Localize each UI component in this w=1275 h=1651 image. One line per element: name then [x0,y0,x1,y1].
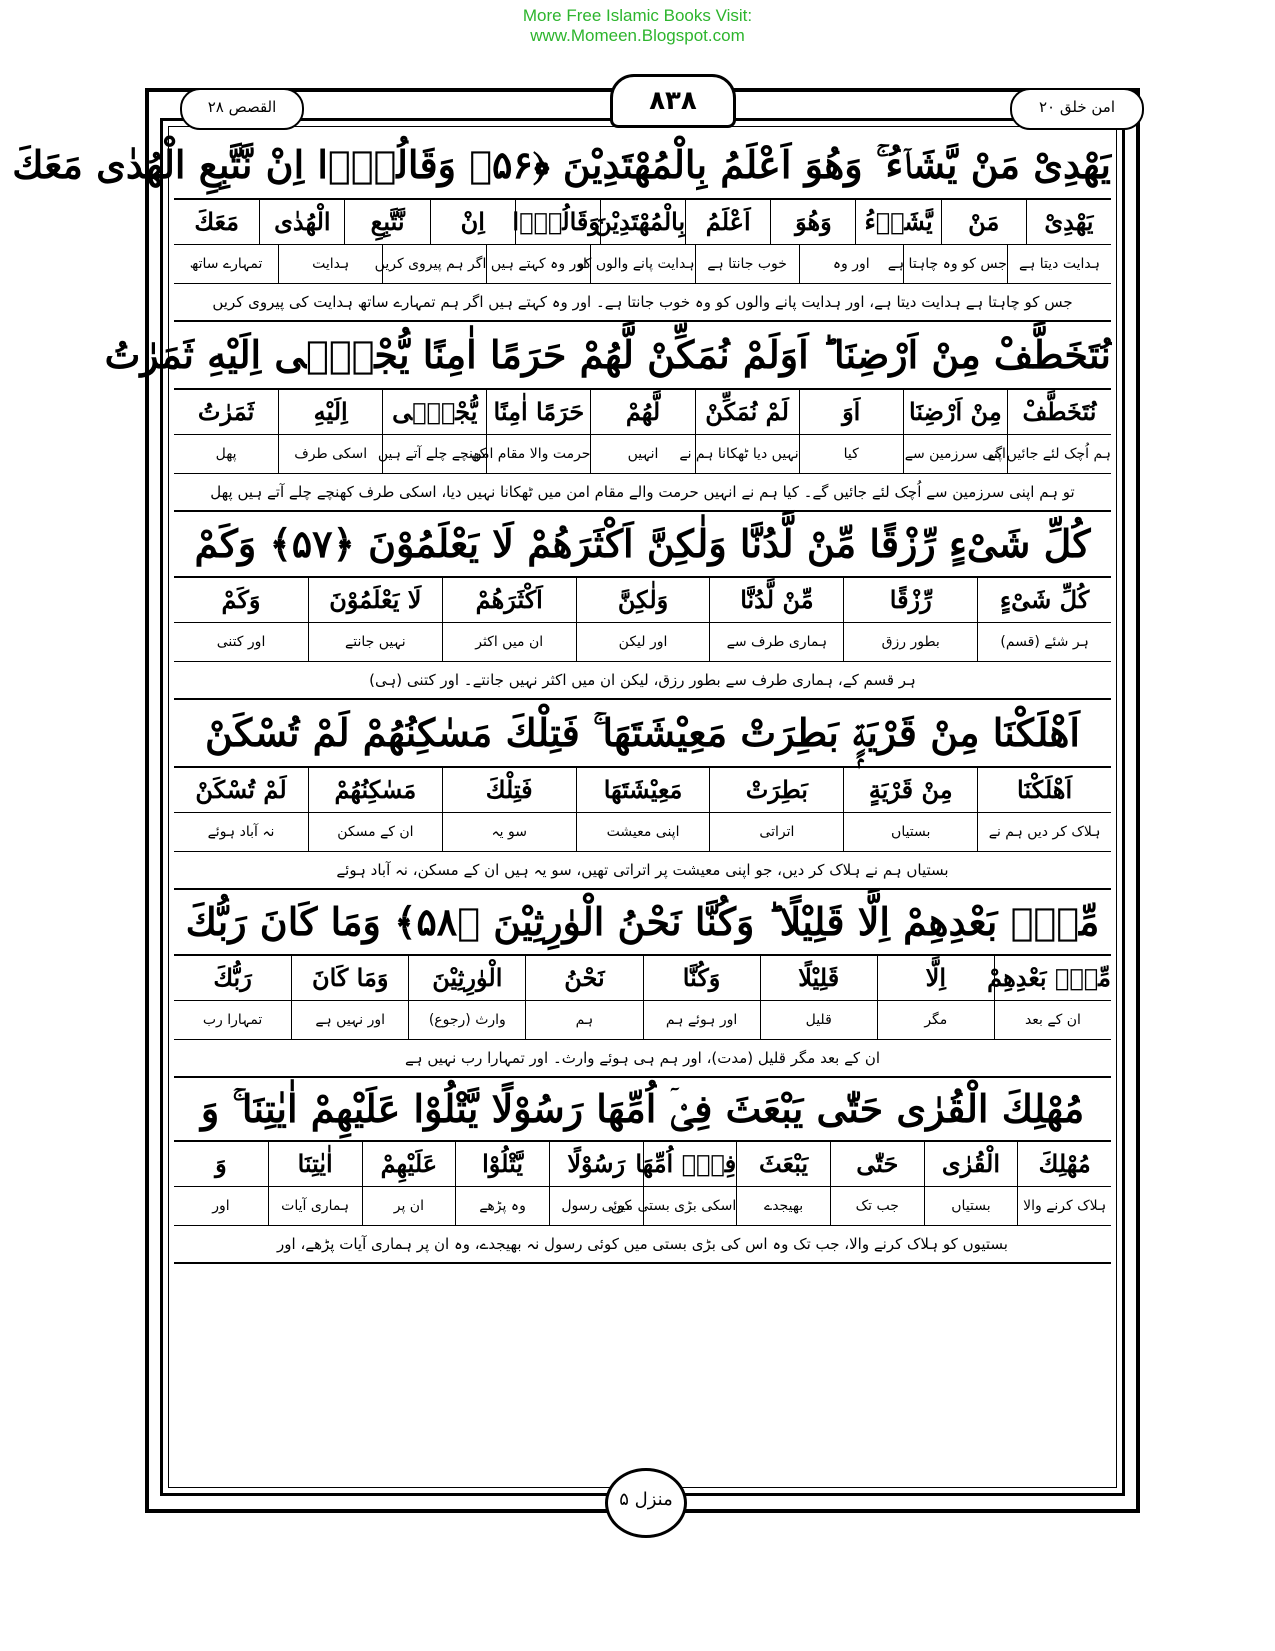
arabic-word-cell: وَهُوَ [770,200,855,244]
meaning-row [174,245,1111,284]
arabic-word-cell: كُلِّ شَىْءٍ [977,578,1111,622]
arabic-word-cell: وَكُنَّا [643,956,760,1000]
urdu-meaning-cell: جس کو وہ چاہتا ہے [903,245,1007,283]
arabic-word-cell: فِىْۤ اُمِّهَا [643,1142,737,1186]
urdu-meaning-cell: ان کے بعد [994,1001,1111,1039]
arabic-word-cell: الْهُدٰى [259,200,344,244]
arabic-word-cell: رِّزْقًا [843,578,977,622]
arabic-word-cell: بِالْمُهْتَدِيْنَ [600,200,685,244]
urdu-meaning-cell: مگر [877,1001,994,1039]
urdu-meaning-cell: سو یہ [442,813,576,851]
urdu-meaning-cell: پھل [215,446,237,462]
urdu-translation-line: ان کے بعد مگر قلیل (مدت)، اور ہم ہی ہوئے وارث۔ اور تمہارا رب نہیں ہے [404,1049,881,1067]
urdu-meaning-cell: اور وہ کہتے ہیں [486,245,590,283]
meaning-row [174,813,1111,852]
urdu-meaning-cell: اور کتنی [216,634,266,650]
arabic-word-cell: وَلٰكِنَّ [576,578,710,622]
urdu-translation-line: ہر قسم کے، ہماری طرف سے بطور رزق، لیکن ان میں اکثر نہیں جانتے۔ اور کتنی (ہی) [369,671,916,689]
urdu-meaning-cell: اور وہ [799,245,903,283]
arabic-word-cell: نَّتَّبِعِ [344,200,429,244]
urdu-meaning-cell: ہم [525,1001,642,1039]
manzil-marker: منزل ۵ [605,1468,687,1538]
urdu-meaning-cell: قلیل [760,1001,877,1039]
urdu-meaning-cell: اور ہوئے ہم [643,1001,760,1039]
urdu-meaning-cell: اگر ہم پیروی کریں [382,245,486,283]
urdu-meaning-cell: ان پر [362,1187,456,1225]
urdu-meaning-cell: ہلاک کرنے والا [1017,1187,1111,1225]
word-row [174,768,1111,813]
verse-section [174,1078,1111,1264]
page-number: ۸۳۸ [610,74,736,128]
urdu-meaning-cell: نہ آباد ہوئے [207,824,275,840]
urdu-meaning-cell: تمہارے ساتھ [189,256,263,272]
urdu-meaning-cell: ان کے مسکن [308,813,442,851]
meaning-row [174,1187,1111,1226]
urdu-meaning-cell: کھنچے چلے آتے ہیں [382,435,486,473]
arabic-word-cell: وَقَالُوْۤا [515,200,600,244]
arabic-verse-line: يَهْدِىْ مَنْ يَّشَاۤءُ ۚ وَهُوَ اَعْلَمُ بِالْمُهْتَدِيْنَ ﴿۵۶﴾ وَقَالُوْۤا اِنْ نَّتَّبِعِ الْهُدٰى مَعَكَ [174,132,1111,200]
urdu-meaning-cell: اور نہیں ہے [291,1001,408,1039]
urdu-meaning-cell: ہر شئے (قسم) [977,623,1111,661]
arabic-word-cell: اَكْثَرَهُمْ [442,578,576,622]
quran-page-content [12,132,1111,1482]
urdu-meaning-cell: ہدایت دیتا ہے [1007,245,1111,283]
urdu-meaning-cell: ہدایت [278,245,382,283]
arabic-word-cell: اَهْلَكْنَا [977,768,1111,812]
arabic-verse-line: كُلِّ شَىْءٍ رِّزْقًا مِّنْ لَّدُنَّا وَلٰكِنَّ اَكْثَرَهُمْ لَا يَعْلَمُوْنَ ﴿۵۷﴾ وَكَمْ [174,512,1111,578]
arabic-word-cell: مَعَكَ [194,207,240,236]
arabic-verse-line: مِّنْۢ بَعْدِهِمْ اِلَّا قَلِيْلًا ؕ وَكُنَّا نَحْنُ الْوٰرِثِيْنَ ﴿۵۸﴾ وَمَا كَانَ رَبُّكَ [174,890,1111,956]
arabic-word-cell: مَعِيْشَتَهَا [576,768,710,812]
urdu-meaning-cell: اور لیکن [576,623,710,661]
urdu-meaning-cell: خوب جانتا ہے [695,245,799,283]
word-row [174,956,1111,1001]
arabic-word-cell: وَ [215,1149,227,1178]
verse-section [104,322,1111,512]
arabic-word-cell: يُّجْبٰۤى [382,390,486,434]
urdu-meaning-cell: بستیاں [843,813,977,851]
arabic-word-cell: مِنْ اَرْضِنَا [903,390,1007,434]
urdu-meaning-cell: انہیں [590,435,694,473]
urdu-meaning-cell: اور [212,1198,230,1214]
urdu-meaning-cell: ہماری طرف سے [709,623,843,661]
arabic-word-cell: حَرَمًا اٰمِنًا [486,390,590,434]
verse-section [174,512,1111,700]
arabic-word-cell: مِنْ قَرْيَةٍ [843,768,977,812]
arabic-word-cell: رَبُّكَ [213,963,252,992]
arabic-word-cell: لَّهُمْ [590,390,694,434]
urdu-meaning-cell: اسکی بڑی بستی میں [643,1187,737,1225]
arabic-word-cell: اَوَ [799,390,903,434]
arabic-word-cell: لَا يَعْلَمُوْنَ [308,578,442,622]
urdu-meaning-cell: اپنی معیشت [576,813,710,851]
word-row [174,578,1111,623]
arabic-verse-line: مُهْلِكَ الْقُرٰى حَتّٰى يَبْعَثَ فِىْۤ اُمِّهَا رَسُوْلًا يَّتْلُوْا عَلَيْهِمْ اٰيٰتِنَا ۚ وَ [174,1078,1111,1142]
arabic-word-cell: يَهْدِىْ [1026,200,1111,244]
urdu-meaning-cell: اپنی سرزمین سے [903,435,1007,473]
arabic-word-cell: مُهْلِكَ [1017,1142,1111,1186]
arabic-word-cell: قَلِيْلًا [760,956,877,1000]
arabic-word-cell: يَّتْلُوْا [455,1142,549,1186]
urdu-translation-line: بستیاں ہم نے ہلاک کر دیں، جو اپنی معیشت پر اتراتی تھیں، سو یہ ہیں ان کے مسکن، نہ آباد ہوئے [336,861,949,879]
arabic-word-cell: نَحْنُ [525,956,642,1000]
arabic-word-cell: مِّنْۢ بَعْدِهِمْ [994,956,1111,1000]
arabic-word-cell: اِنْ [430,200,515,244]
urdu-meaning-cell: جب تک [830,1187,924,1225]
arabic-word-cell: اِلَيْهِ [278,390,382,434]
urdu-meaning-cell: ان میں اکثر [442,623,576,661]
urdu-translation-line: بستیوں کو ہلاک کرنے والا، جب تک وہ اس کی بڑی بستی میں کوئی رسول نہ بھیجدے، وہ ان پر ہماری آیات پڑھے، اور [277,1235,1008,1253]
verse-section [174,700,1111,890]
arabic-verse-line: نُتَخَطَّفْ مِنْ اَرْضِنَا ؕ اَوَلَمْ نُمَكِّنْ لَّهُمْ حَرَمًا اٰمِنًا يُّجْبٰۤى اِلَيْهِ ثَمَرٰتُ [174,322,1111,390]
watermark-line-1: More Free Islamic Books Visit: [522,6,753,25]
urdu-meaning-cell: کیا [799,435,903,473]
arabic-word-cell: رَسُوْلًا [549,1142,643,1186]
urdu-meaning-cell: ہلاک کر دیں ہم نے [977,813,1111,851]
arabic-word-cell: يَّشَاۤءُ [855,200,940,244]
word-row [174,200,1111,245]
verse-section [174,890,1111,1078]
word-row [174,1142,1111,1187]
arabic-word-cell: ثَمَرٰتُ [197,397,255,426]
surah-header: القصص ۲۸ [180,88,304,130]
arabic-word-cell: اٰيٰتِنَا [268,1142,362,1186]
arabic-word-cell: يَبْعَثَ [736,1142,830,1186]
arabic-word-cell: فَتِلْكَ [442,768,576,812]
urdu-meaning-cell: بستیاں [924,1187,1018,1225]
meaning-row [174,435,1111,474]
arabic-word-cell: اِلَّا [877,956,994,1000]
word-row [174,390,1111,435]
meaning-row [174,1001,1111,1040]
urdu-translation-line: تو ہم اپنی سرزمین سے اُچک لئے جائیں گے۔ کیا ہم نے انہیں حرمت والے مقام امن میں ٹھکانا نہیں دیا، اسکی طرف کھنچے چلے آتے ہیں پھل [210,483,1075,501]
arabic-verse-line: اَهْلَكْنَا مِنْ قَرْيَةٍۭ بَطِرَتْ مَعِيْشَتَهَا ۚ فَتِلْكَ مَسٰكِنُهُمْ لَمْ تُسْكَنْ [174,700,1111,768]
urdu-meaning-cell: اسکی طرف [278,435,382,473]
urdu-meaning-cell: اتراتی [709,813,843,851]
urdu-meaning-cell: وہ پڑھے [455,1187,549,1225]
arabic-word-cell: الْقُرٰى [924,1142,1018,1186]
urdu-meaning-cell: بھیجدے [736,1187,830,1225]
urdu-meaning-cell: حرمت والا مقام امن [486,435,590,473]
urdu-meaning-cell: نہیں جانتے [308,623,442,661]
arabic-word-cell: الْوٰرِثِيْنَ [408,956,525,1000]
para-header: امن خلق ۲۰ [1010,88,1144,130]
verse-section [12,132,1111,322]
arabic-word-cell: بَطِرَتْ [709,768,843,812]
meaning-row [174,623,1111,662]
arabic-word-cell: عَلَيْهِمْ [362,1142,456,1186]
urdu-translation-line: جس کو چاہتا ہے ہدایت دیتا ہے، اور ہدایت پانے والوں کو وہ خوب جانتا ہے۔ اور وہ کہتے ہیں اگر ہم تمہارے ساتھ ہدایت کی پیروی کریں [212,293,1073,311]
arabic-word-cell: وَمَا كَانَ [291,956,408,1000]
arabic-word-cell: مَسٰكِنُهُمْ [308,768,442,812]
urdu-meaning-cell: ہم اُچک لئے جائیں گے [1007,435,1111,473]
arabic-word-cell: لَمْ نُمَكِّنْ [695,390,799,434]
watermark-line-2: www.Momeen.Blogspot.com [530,26,745,45]
arabic-word-cell: لَمْ تُسْكَنْ [195,775,287,804]
urdu-meaning-cell: بطور رزق [843,623,977,661]
arabic-word-cell: مِّنْ لَّدُنَّا [709,578,843,622]
urdu-meaning-cell: کوئی رسول [549,1187,643,1225]
arabic-word-cell: اَعْلَمُ [685,200,770,244]
urdu-meaning-cell: ہماری آیات [268,1187,362,1225]
arabic-word-cell: مَنْ [941,200,1026,244]
watermark [0,6,1275,46]
urdu-meaning-cell: تمہارا رب [202,1012,263,1028]
arabic-word-cell: وَكَمْ [221,585,261,614]
arabic-word-cell: حَتّٰى [830,1142,924,1186]
arabic-word-cell: نُتَخَطَّفْ [1007,390,1111,434]
urdu-meaning-cell: وارث (رجوع) [408,1001,525,1039]
urdu-meaning-cell: ہدایت پانے والوں کو [590,245,694,283]
urdu-meaning-cell: نہیں دیا ٹھکانا ہم نے [695,435,799,473]
